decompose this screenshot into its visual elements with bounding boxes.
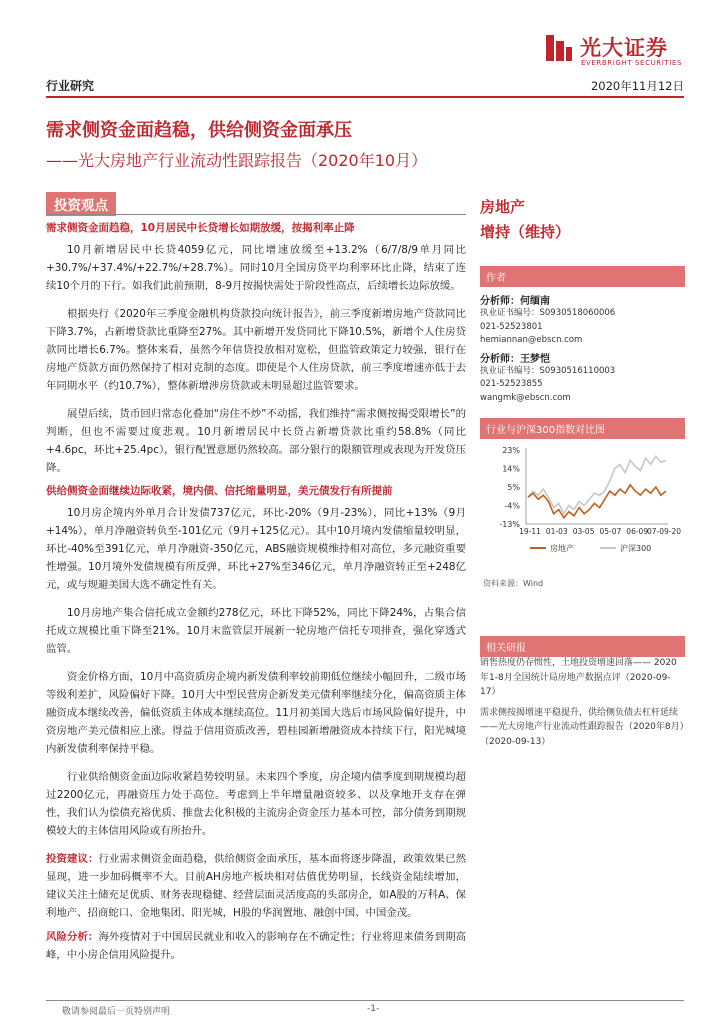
header-rule xyxy=(46,96,684,98)
analyst-phone: 021-52523801 xyxy=(480,321,543,332)
paragraph: 10月新增居民中长贷4059亿元，同比增速放缓至+13.2%（6/7/8/9单月同比+30.7%/+37.4%/+22.7%/+28.7%）。同时10月全国房贷平均利率环比止降，结束了连续10个月的下行。如我们此前预期，8-9月按揭快需处于阶段性高点，后续增长边际放缓。 xyxy=(46,244,466,292)
related-reports xyxy=(480,656,685,749)
related-report-link[interactable]: 需求侧按揭增速平稳提升，供给侧负债去杠杆延续——光大房地产行业流动性跟踪报告（2020年8月）（2020-09-13） xyxy=(480,707,685,747)
analyst-email[interactable]: hemiannan@ebscn.com xyxy=(480,335,583,345)
paragraph: 根据央行《2020年三季度金融机构贷款投向统计报告》，前三季度新增房地产贷款同比下降3.7%，占新增贷款比重降至27%。其中新增开发贷同比下降10.5%，新增个人住房贷款同比增长6.7%。整体来看，虽然今年信贷投放相对宽松，但监管政策定力较强，银行在房地产贷款方面仍然保持了相对克制的态度。即使是个人住房贷款，前三季度增速亦低于去年同期水平（约10.7%），整体新增涉房贷款或未明显超过监管要求。 xyxy=(46,308,466,392)
investment-advice xyxy=(46,850,466,922)
x-tick-label: 19-11 xyxy=(519,527,541,536)
x-tick-label: 05-07 xyxy=(599,527,622,536)
analyst-block xyxy=(480,350,685,406)
paragraph: 展望后续，货币回归常态化叠加“房住不炒”不动摇，我们维持“需求侧按揭受限增长”的判断，但也不需要过度悲观。10月新增居民中长贷占新增贷款比重约58.8%（同比+4.6pc，环比+25.4pc），银行配置意愿仍然较高。部分银行的限额管理或表现为开发贷压降。 xyxy=(46,408,466,474)
paragraph: 10月房地产集合信托成立金额约278亿元，环比下降52%，同比下降24%，占集合信托成立规模比重下降至21%。10月末监管层开展新一轮房地产信托专项排查，强化穿透式监管。 xyxy=(46,607,466,655)
subheading-demand: 需求侧资金面趋稳，10月居民中长贷增长如期放缓，按揭利率止降 xyxy=(46,222,355,234)
analyst-name: 分析师：何缅南 xyxy=(480,296,550,307)
analyst-phone: 021-52523855 xyxy=(480,379,543,389)
x-tick-label: 03-05 xyxy=(572,527,595,536)
x-tick-label: 06-09 xyxy=(626,527,649,536)
analyst-block xyxy=(480,292,685,348)
analyst-email[interactable]: wangmk@ebscn.com xyxy=(480,392,571,403)
chart-source: 资料来源：Wind xyxy=(483,579,544,588)
y-tick-label: 14% xyxy=(502,464,520,474)
page-number: -1- xyxy=(367,1004,380,1014)
subheading-supply: 供给侧资金面继续边际收紧，境内债、信托缩量明显，美元债发行有所提前 xyxy=(46,485,393,497)
risk-analysis xyxy=(46,928,466,964)
analyst-cert: 执业证书编号：S0930516110003 xyxy=(480,365,616,376)
report-category: 行业研究 xyxy=(46,79,95,93)
risk-analysis-label: 风险分析： xyxy=(46,931,99,943)
analyst-name: 分析师：王梦恺 xyxy=(480,353,550,365)
legend-label: 房地产 xyxy=(550,544,574,553)
y-tick-label: 23% xyxy=(502,446,520,455)
logo-mark-icon xyxy=(544,33,574,63)
investment-advice-label: 投资建议： xyxy=(46,853,99,865)
report-subtitle: ——光大房地产行业流动性跟踪报告（2020年10月） xyxy=(46,151,428,170)
authors-heading: 作者 xyxy=(480,266,685,287)
series-line xyxy=(528,485,666,518)
section-heading: 投资观点 xyxy=(46,192,116,216)
investment-advice-text: 行业需求侧资金面趋稳，供给侧资金面承压，基本面将逐步降温，政策效果已然显现，进一步加码概率不大。目前AH房地产板块相对估值优势明显，长线资金陆续增加，建议关注土储充足优质、财务表现稳健、经营层面灵活度高的头部房企，如A股的万科A、保利地产、招商蛇口、金地集团、阳光城，H股的华润置地、融创中国、中国金茂。 xyxy=(46,853,466,919)
footer-rule xyxy=(46,1000,684,1001)
report-date: 2020年11月12日 xyxy=(590,79,684,93)
related-report-link[interactable]: 销售热度仍存惯性，土地投资增速回落—— 2020年1-8月全国统计局房地产数据点评（2020-09-17） xyxy=(480,658,677,697)
legend-label: 沪深300 xyxy=(620,544,652,553)
chart-heading: 行业与沪深300指数对比图 xyxy=(480,418,685,439)
paragraph: 10月房企境内外单月合计发债737亿元，环比-20%（9月-23%），同比+13%（9月+14%），单月净融资转负至-101亿元（9月+125亿元）。其中10月境内发债缩量较明显，环比-40%至391亿元，单月净融资-350亿元，ABS融资规模维持相对高位，多元融资重要性增强。10月境外发债规模有所反弹，环比+27%至346亿元，单月净融资转正至+248亿元，或与规避美国大选不确定性有关。 xyxy=(46,507,467,591)
logo-subtext: EVERBRIGHT SECURITIES xyxy=(581,59,683,67)
paragraph: 行业供给侧资金面边际收紧趋势较明显。未来四个季度，房企境内债季度到期规模均超过2200亿元，再融资压力处于高位。考虑到上半年增量融资较多、以及拿地开支存在弹性，我们认为偿债充裕优质、推盘去化积极的主流房企资金压力基本可控，部分债务到期规模较大的主体信用风险或有所抬升。 xyxy=(46,771,466,837)
logo-text: 光大证券 xyxy=(580,36,668,60)
footer-disclaimer: 敬请参阅最后一页特别声明 xyxy=(62,1007,171,1017)
risk-analysis-text: 海外疫情对于中国居民就业和收入的影响存在不确定性；行业将迎来债务到期高峰，中小房企信用风险提升。 xyxy=(46,931,466,961)
related-reports-heading: 相关研报 xyxy=(480,636,685,657)
performance-chart xyxy=(480,440,685,570)
y-tick-label: 5% xyxy=(507,483,520,492)
brand-logo xyxy=(544,31,714,67)
y-tick-label: -13% xyxy=(499,520,520,529)
main-column xyxy=(46,220,466,964)
industry-name: 房地产 xyxy=(480,198,526,216)
section-rule xyxy=(46,214,466,215)
report-title: 需求侧资金面趋稳，供给侧资金面承压 xyxy=(46,120,352,141)
analyst-cert: 执业证书编号：S0930518060006 xyxy=(480,308,616,318)
industry-rating: 增持（维持） xyxy=(480,223,571,241)
x-tick-label: 01-03 xyxy=(545,527,568,536)
y-tick-label: -4% xyxy=(504,501,520,511)
paragraph: 资金价格方面，10月中高资质房企境内新发债利率较前期低位继续小幅回升，二级市场等级利差扩，风险偏好下降。10月大中型民营房企新发美元债利率继续分化，偏高资质主体融资成本继续改善，偏低资质主体成本继续高位。11月初美国大选后市场风险偏好提升，中资房地产美元债相应上涨。得益于信用资质改善，碧桂园新增融资成本持续下行，阳光城境内新发债利率保持平稳。 xyxy=(46,671,466,755)
sidebar xyxy=(480,196,685,405)
x-tick-label: 07-09-20 xyxy=(646,527,682,536)
